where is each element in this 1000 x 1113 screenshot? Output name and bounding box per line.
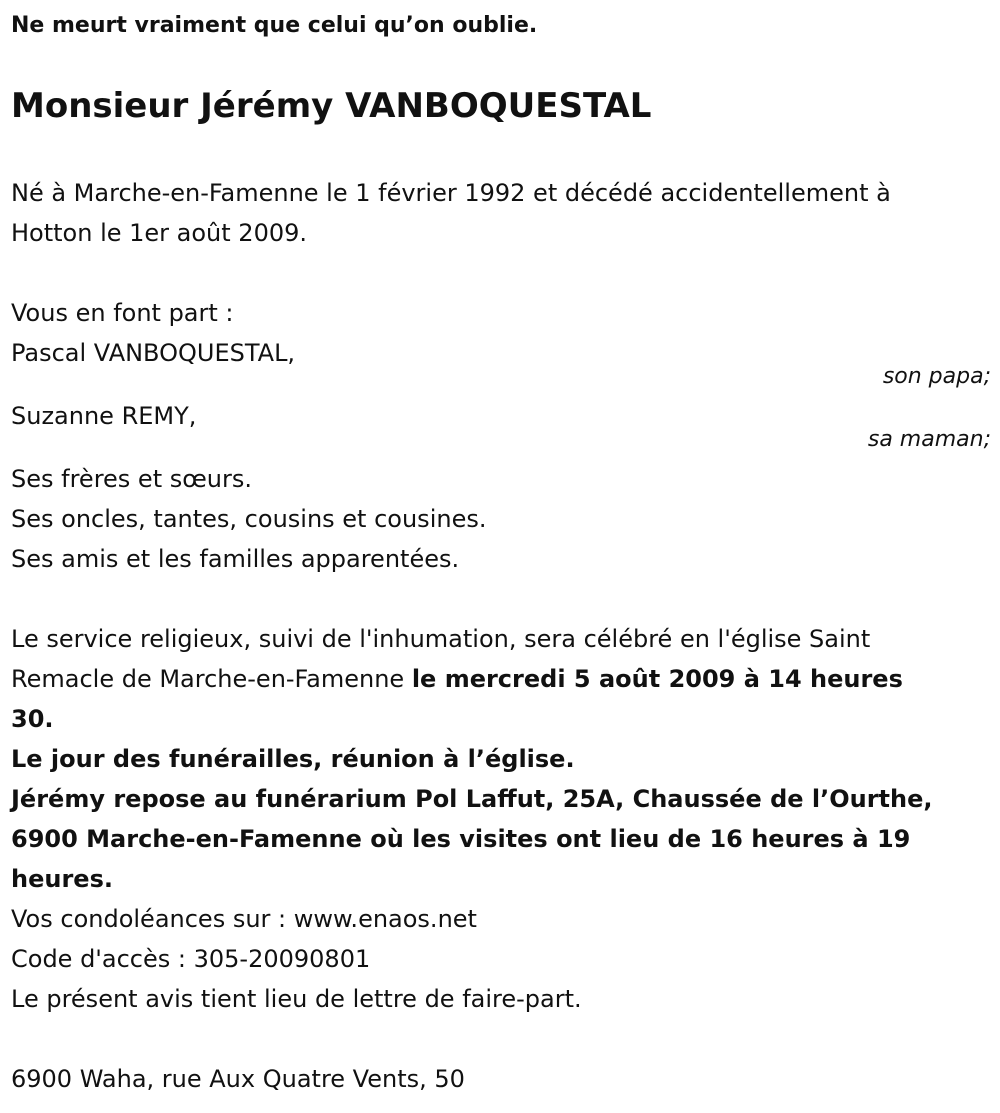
notice-line: Le présent avis tient lieu de lettre de faire-part. [11,985,582,1013]
funerarium-line-3: heures. [11,865,113,893]
service-location: Remacle de Marche-en-Famenne [11,665,412,693]
meeting-line: Le jour des funérailles, réunion à l’église. [11,745,575,773]
service-line-2 [11,659,903,699]
page-title: Monsieur Jérémy VANBOQUESTAL [11,86,652,126]
access-code-line: Code d'accès : 305-20090801 [11,945,371,973]
mother-role: sa maman; [867,427,991,452]
service-line-1: Le service religieux, suivi de l'inhumation, sera célébré en l'église Saint [11,625,871,653]
mother-name: Suzanne REMY, [11,402,197,430]
funerarium-line-1: Jérémy repose au funérarium Pol Laffut, 25A, Chaussée de l’Ourthe, [11,785,933,813]
condolences-line: Vos condoléances sur : www.enaos.net [11,905,477,933]
birth-line-1: Né à Marche-en-Famenne le 1 février 1992 et décédé accidentellement à [11,179,891,207]
announcers-intro: Vous en font part : [11,299,234,327]
address-line: 6900 Waha, rue Aux Quatre Vents, 50 [11,1065,465,1093]
service-date: le mercredi 5 août 2009 à 14 heures [411,665,903,693]
service-line-3: 30. [11,705,54,733]
others-line-1: Ses frères et sœurs. [11,465,252,493]
birth-line-2: Hotton le 1er août 2009. [11,219,308,247]
funerarium-line-2: 6900 Marche-en-Famenne où les visites ont lieu de 16 heures à 19 [11,825,911,853]
epigraph: Ne meurt vraiment que celui qu’on oublie. [11,13,538,38]
others-line-2: Ses oncles, tantes, cousins et cousines. [11,505,487,533]
father-name: Pascal VANBOQUESTAL, [11,339,296,367]
father-role: son papa; [882,364,991,389]
others-line-3: Ses amis et les familles apparentées. [11,545,460,573]
